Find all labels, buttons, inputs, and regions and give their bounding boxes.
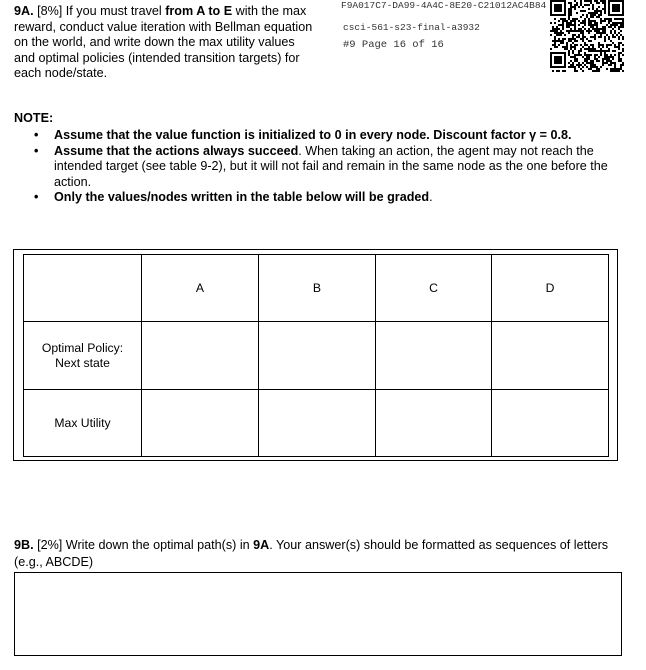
note-item-bold: Assume that the actions always succeed [54, 143, 299, 158]
answer-box-9b[interactable] [14, 572, 622, 656]
policy-cell-c[interactable] [376, 322, 492, 390]
note-item-text: . [429, 190, 433, 205]
policy-cell-b[interactable] [259, 322, 376, 390]
qr-finder-top-left [550, 0, 566, 16]
column-header-b: B [259, 255, 376, 322]
note-item [32, 190, 622, 206]
row-label-line: Next state [55, 355, 110, 370]
question-9b-ref: 9A [253, 538, 270, 552]
row-label-optimal-policy [24, 322, 142, 390]
qr-code [550, 0, 624, 72]
note-item-text: . When taking an action, the agent may not reach the intended target (see table 9-2), but it will not fail and remain in the same node as the one before the action. [54, 143, 608, 189]
note-title: NOTE: [14, 111, 54, 125]
question-9b-text: [2%] Write down the optimal path(s) in [33, 538, 254, 552]
utility-cell-d[interactable] [492, 390, 609, 457]
question-9a-weight: [8%] If you must travel [33, 4, 166, 18]
qr-finder-top-right [608, 0, 624, 16]
policy-cell-d[interactable] [492, 322, 609, 390]
utility-cell-c[interactable] [376, 390, 492, 457]
column-header-a: A [142, 255, 259, 322]
table-row-max-utility [24, 390, 609, 457]
policy-cell-a[interactable] [142, 322, 259, 390]
column-header-c: C [376, 255, 492, 322]
question-9b [14, 537, 624, 571]
question-9a-body: with the max reward, conduct value iteration with Bellman equation on the world, and write down the max utility values and optimal policies (intended transition targets) for each node/state. [14, 4, 313, 81]
table-row-optimal-policy [24, 322, 609, 390]
utility-cell-b[interactable] [259, 390, 376, 457]
utility-cell-a[interactable] [142, 390, 259, 457]
question-9b-label: 9B. [14, 538, 34, 552]
note-item-bold: Assume that the value function is initialized to 0 in every node. Discount factor γ = 0.8. [54, 128, 572, 142]
row-label-line: Optimal Policy: [41, 340, 124, 355]
question-9a [14, 4, 314, 82]
answer-table [23, 254, 609, 457]
row-label-max-utility: Max Utility [24, 390, 142, 457]
bullet-icon: • [34, 190, 39, 205]
column-header-d: D [492, 255, 609, 322]
bullet-icon: • [34, 128, 39, 142]
note-item [32, 144, 622, 191]
question-9b-text-end: . Your answer(s) should be formatted as sequences of letters (e.g., ABCDE) [14, 538, 609, 569]
note-list [32, 128, 622, 206]
exam-id: F9A017C7-DA99-4A4C-8E20-C21012AC4B84 [341, 0, 547, 11]
question-9a-label: 9A. [14, 4, 34, 18]
note-item [32, 128, 622, 144]
course-code: csci-561-s23-final-a3932 [343, 22, 480, 33]
qr-finder-bottom-left [550, 52, 566, 68]
note-item-bold: Only the values/nodes written in the table below will be graded [54, 190, 430, 205]
table-corner-cell [24, 255, 142, 322]
question-9a-route: from A to E [165, 4, 233, 18]
page-number: #9 Page 16 of 16 [343, 39, 444, 51]
table-header-row [24, 255, 609, 322]
bullet-icon: • [34, 143, 39, 158]
